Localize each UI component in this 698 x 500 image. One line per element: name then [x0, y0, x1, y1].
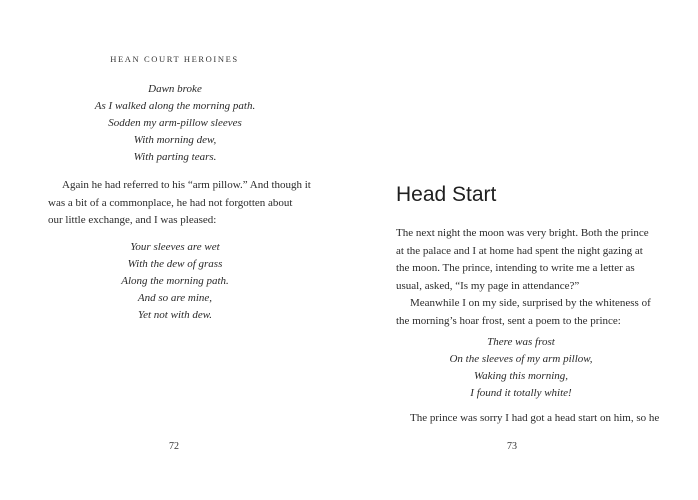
page-number: 73 [507, 441, 517, 452]
right-page [349, 0, 698, 500]
poem-dawn-broke [40, 81, 310, 166]
poem-line: Yet not with dew. [138, 309, 212, 321]
prose-line: the morning’s hoar frost, sent a poem to the prince: [396, 314, 621, 327]
poem-there-was-frost [386, 334, 656, 402]
poem-line: With morning dew, [133, 134, 217, 146]
poem-line: I found it totally white! [470, 387, 572, 399]
page-number: 72 [169, 441, 179, 452]
poem-line: With parting tears. [133, 151, 217, 163]
prose-line: at the palace and I at home had spent the night gazing at [396, 244, 643, 257]
poem-line: And so are mine, [137, 292, 213, 304]
prose-line: our little exchange, and I was pleased: [48, 214, 217, 227]
prose-line: The next night the moon was very bright. Both the prince [396, 227, 649, 239]
poem-line: Dawn broke [148, 83, 202, 95]
poem-line: There was frost [487, 336, 555, 348]
prose-line: Meanwhile I on my side, surprised by the whiteness of [410, 297, 651, 310]
prose-paragraph [48, 177, 311, 230]
poem-line: As I walked along the morning path. [94, 100, 256, 112]
prose-line: the moon. The prince, intending to write me a letter as [396, 262, 635, 275]
poem-line: Your sleeves are wet [130, 241, 220, 253]
poem-your-sleeves [40, 239, 310, 324]
prose-line: was a bit of a commonplace, he had not forgotten about [48, 196, 293, 209]
prose-line: usual, asked, “Is my page in attendance?” [396, 279, 580, 292]
poem-line: With the dew of grass [127, 258, 223, 270]
prose-line: The prince was sorry I had got a head start on him, so he [410, 412, 660, 424]
prose-paragraph [396, 410, 659, 428]
chapter-title: Head Start [396, 183, 497, 206]
prose-line: Again he had referred to his “arm pillow.” And though it [62, 179, 311, 191]
poem-line: On the sleeves of my arm pillow, [449, 353, 593, 365]
prose-paragraph [396, 225, 651, 331]
poem-line: Waking this morning, [473, 370, 568, 382]
poem-line: Sodden my arm-pillow sleeves [108, 117, 242, 129]
poem-line: Along the morning path. [121, 275, 229, 287]
running-head: HEAN COURT HEROINES [110, 54, 239, 64]
